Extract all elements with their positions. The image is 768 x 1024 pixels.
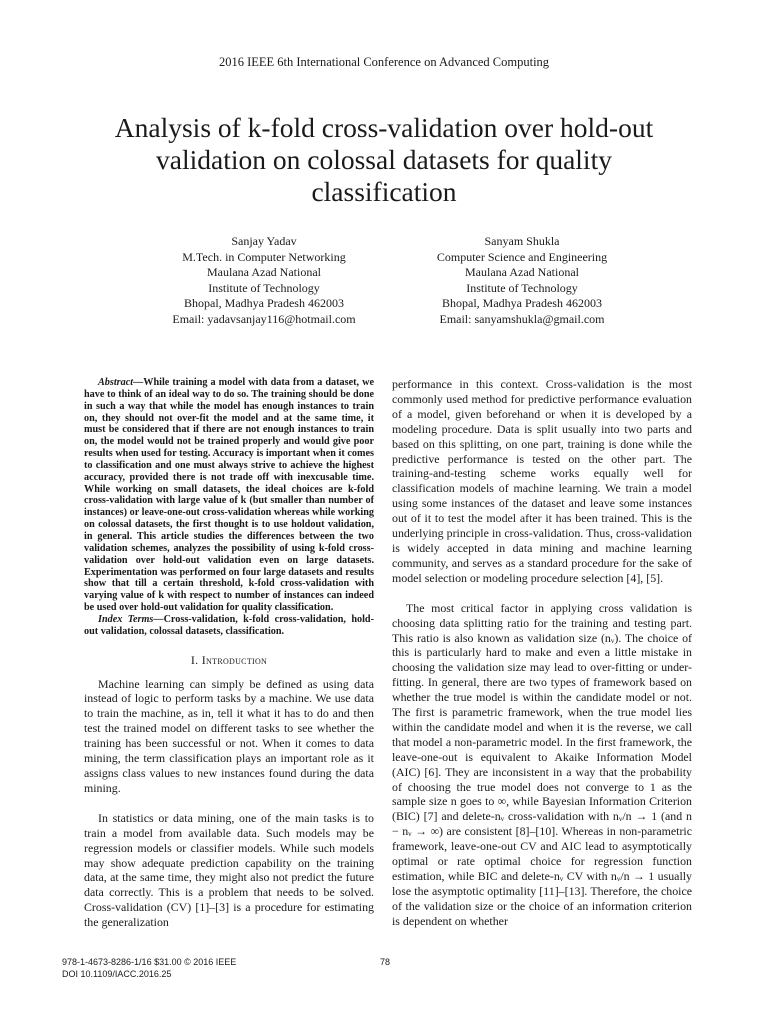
author-name: Sanyam Shukla — [484, 234, 560, 248]
abstract-text: While training a model with data from a dataset, we have to think of an ideal way to do so. The training should be done in such a way that while the model has enough instances to train on, they should not over-fit the model and at the same time, it must be considered that if there are not enough instances to train on, the model would not be trained properly and would give poor results when used for testing. Accuracy is important when it comes to classification and one must always strive to achieve the highest accuracy, provided there is not trade off with inexcusable time. While working on small datasets, the ideal choices are k-fold cross-validation with large value of k (but smaller than number of instances) or leave-one-out cross-validation whereas while working on colossal datasets, the first thought is to use holdout validation, in general. This article studies the differences between the two validation schemes, analyzes the possibility of using k-fold cross-validation over hold-out validation even on large datasets. Experimentation was performed on four large datasets and results show that till a certain threshold, k-fold cross-validation with varying value of k with respect to number of instances can indeed be used over hold-out validation for quality classification. — [84, 377, 374, 614]
paragraph: Machine learning can simply be defined as using data instead of logic to perform tasks by a machine. We use data to train the machine, as in, tell it what it has to do and then test the trained model on different tasks to see whether the training has been successful or not. When it comes to data mining, the term classification plays an important role as it assigns class values to new instances found during the data mining. — [84, 676, 374, 795]
paragraph-gap — [84, 796, 374, 811]
paragraph-gap — [392, 586, 692, 601]
section-heading-introduction: I. Introduction — [190, 652, 268, 667]
abstract-label: Abstract— — [98, 377, 144, 388]
index-terms — [84, 614, 374, 638]
author-affiliation: Institute of Technology — [208, 280, 320, 295]
author-affiliation: Institute of Technology — [466, 280, 578, 295]
paragraph: In statistics or data mining, one of the main tasks is to train a model from available data. Such models may be regression models or classifier models. While such models may show adequate prediction capability on the training data, at the same time, they might also not predict the future data correctly. This is a problem that needs to be solved. Cross-validation (CV) [1]–[3] is a procedure for estimating the generalization — [84, 810, 374, 930]
index-terms-label: Index Terms— — [98, 613, 164, 625]
abstract — [84, 377, 374, 614]
paragraph: The most critical factor in applying cross validation is choosing data splitting ratio for the training and testing part. This ratio is also known as validation size (nᵥ). The choice of this is particularly hard to make and even a little mistake in choosing the validation size may lead to over-fitting or under-fitting. In general, there are two types of framework based on whether the true model is within the candidate model or not. The first is parametric framework, when the true model lies within the candidate model and when it is the reverse, we call that model a non-parametric model. In the first framework, the leave-one-out is equivalent to Akaike Information Model (AIC) [6]. They are inconsistent in a way that the probability of choosing the true model does not converge to 1 as the sample size n goes to ∞, while Bayesian Information Criterion (BIC) [7] and delete-nᵥ cross-validation with nᵥ/n → 1 (and n − nᵥ → ∞) are consistent [8]–[10]. Whereas in non-parametric framework, leave-one-out CV and AIC lead to asymptotically optimal or rate optimal choice for regression function estimation, while BIC and delete-nᵥ CV with nᵥ/n → 1 usually lose the asymptotic optimality [11]–[13]. Therefore, the choice of the validation size or the choice of an information criterion is dependent on whether — [392, 600, 692, 928]
index-terms-text: Cross-validation, k-fold cross-validation, hold-out validation, colossal datasets, classification. — [84, 613, 374, 637]
author-affiliation: Maulana Azad National — [207, 265, 321, 279]
footer-copyright — [62, 957, 236, 980]
paragraph: performance in this context. Cross-validation is the most commonly used method for predictive performance evaluation of a model, given beforehand or when it is developed by a modeling procedure. Data is split usually into two parts and based on this splitting, on one part, training is done while the predictive performance is tested on the other part. The training-and-testing scheme works equally well for classification models of machine learning. We train a model using some instances of the dataset and leave some instances out of it to test the model after it has been trained. This is the underlying principle in cross-validation. Thus, cross-validation is widely accepted in data mining and machine learning community, and serves as a standard procedure for the sake of model selection or modeling procedure selection [4], [5]. — [392, 377, 692, 585]
author-block-2 — [402, 234, 642, 327]
author-email: Email: yadavsanjay116@hotmail.com — [172, 311, 356, 326]
author-affiliation: Computer Science and Engineering — [436, 249, 608, 264]
author-address: Bhopal, Madhya Pradesh 462003 — [442, 296, 602, 310]
page-number: 78 — [380, 957, 391, 967]
right-column — [392, 377, 692, 929]
footer-isbn: 978-1-4673-8286-1/16 $31.00 © 2016 IEEE — [62, 957, 237, 967]
conference-header: 2016 IEEE 6th International Conference on Advanced Computing — [218, 55, 550, 69]
footer-doi: DOI 10.1109/IACC.2016.25 — [62, 968, 172, 979]
author-affiliation: Maulana Azad National — [465, 265, 579, 279]
author-block-1 — [144, 234, 384, 327]
left-column — [84, 377, 374, 930]
author-address: Bhopal, Madhya Pradesh 462003 — [184, 296, 344, 310]
author-email: Email: sanyamshukla@gmail.com — [439, 311, 605, 326]
author-affiliation: M.Tech. in Computer Networking — [182, 249, 346, 264]
paper-title: Analysis of k-fold cross-validation over hold-out validation on colossal datasets for quality classification — [114, 112, 654, 207]
author-name: Sanjay Yadav — [231, 234, 297, 248]
